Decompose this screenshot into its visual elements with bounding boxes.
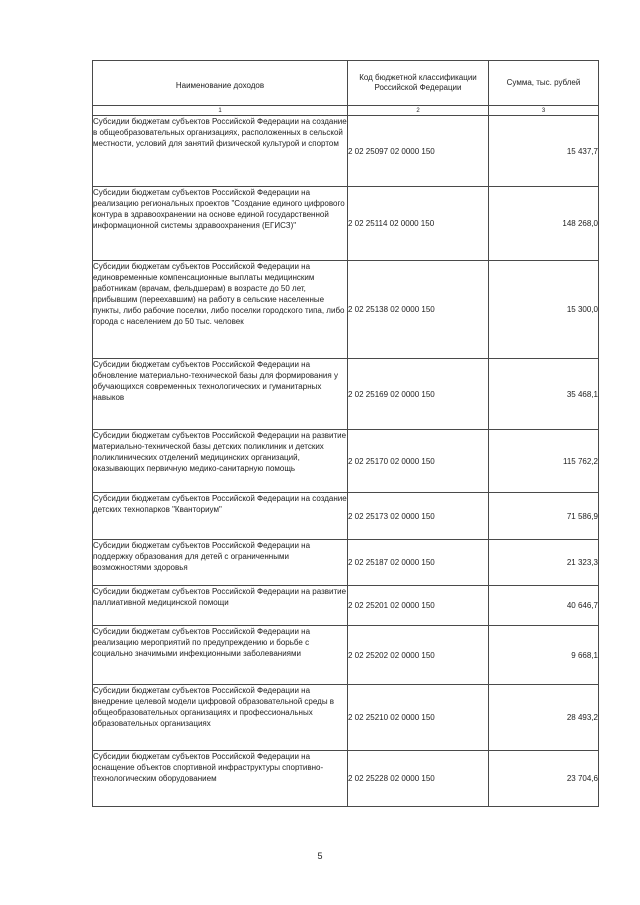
table-row (93, 359, 599, 430)
amount-cell: 21 323,3 (489, 540, 599, 586)
amount-cell: 71 586,9 (489, 493, 599, 540)
budget-code-cell: 2 02 25173 02 0000 150 (348, 493, 489, 540)
column-header-amount: Сумма, тыс. рублей (489, 61, 599, 106)
budget-code-cell: 2 02 25114 02 0000 150 (348, 187, 489, 261)
amount-cell: 40 646,7 (489, 586, 599, 626)
income-name-cell: Субсидии бюджетам субъектов Российской Федерации на оснащение объектов спортивной инфраструктуры спортивно-технологическим оборудованием (93, 751, 348, 807)
amount-cell: 28 493,2 (489, 685, 599, 751)
budget-code-cell: 2 02 25169 02 0000 150 (348, 359, 489, 430)
table-header-row (93, 61, 599, 106)
income-name-cell: Субсидии бюджетам субъектов Российской Федерации на внедрение целевой модели цифровой образовательной среды в общеобразовательных организациях и профессиональных образовательных организациях (93, 685, 348, 751)
table-row (93, 187, 599, 261)
amount-cell: 35 468,1 (489, 359, 599, 430)
amount-cell: 148 268,0 (489, 187, 599, 261)
budget-code-cell: 2 02 25170 02 0000 150 (348, 430, 489, 493)
table-row (93, 626, 599, 685)
income-name-cell: Субсидии бюджетам субъектов Российской Федерации на развитие материально-технической базы детских поликлиник и детских поликлинических отделений медицинских организаций, оказывающих первичную медико-санитарную помощь (93, 430, 348, 493)
table-row (93, 685, 599, 751)
table-row (93, 430, 599, 493)
budget-code-cell: 2 02 25138 02 0000 150 (348, 261, 489, 359)
amount-cell: 9 668,1 (489, 626, 599, 685)
income-name-cell: Субсидии бюджетам субъектов Российской Федерации на реализацию мероприятий по предупреждению и борьбе с социально значимыми инфекционными заболеваниями (93, 626, 348, 685)
budget-code-cell: 2 02 25097 02 0000 150 (348, 116, 489, 187)
budget-code-cell: 2 02 25202 02 0000 150 (348, 626, 489, 685)
income-name-cell: Субсидии бюджетам субъектов Российской Федерации на единовременные компенсационные выплаты медицинским работникам (врачам, фельдшерам) в возрасте до 50 лет, прибывшим (переехавшим) на работу в сельские населенные пункты, либо рабочие поселки, либо поселки городского типа, либо города с населением до 50 тыс. человек (93, 261, 348, 359)
budget-code-cell: 2 02 25210 02 0000 150 (348, 685, 489, 751)
income-table (92, 60, 599, 807)
amount-cell: 15 300,0 (489, 261, 599, 359)
column-number-row (93, 106, 599, 116)
table-row (93, 261, 599, 359)
income-name-cell: Субсидии бюджетам субъектов Российской Федерации на обновление материально-технической базы для формирования у обучающихся современных технологических и гуманитарных навыков (93, 359, 348, 430)
column-header-code: Код бюджетной классификации Российской Федерации (348, 61, 489, 106)
page-number: 5 (317, 851, 323, 861)
amount-cell: 115 762,2 (489, 430, 599, 493)
amount-cell: 23 704,6 (489, 751, 599, 807)
column-number-3: 3 (489, 106, 599, 116)
amount-cell: 15 437,7 (489, 116, 599, 187)
income-name-cell: Субсидии бюджетам субъектов Российской Федерации на поддержку образования для детей с ограниченными возможностями здоровья (93, 540, 348, 586)
column-number-2: 2 (348, 106, 489, 116)
budget-code-cell: 2 02 25228 02 0000 150 (348, 751, 489, 807)
table-row (93, 540, 599, 586)
table-row (93, 586, 599, 626)
income-name-cell: Субсидии бюджетам субъектов Российской Федерации на развитие паллиативной медицинской помощи (93, 586, 348, 626)
income-name-cell: Субсидии бюджетам субъектов Российской Федерации на создание в общеобразовательных организациях, расположенных в сельской местности, условий для занятий физической культурой и спортом (93, 116, 348, 187)
budget-code-cell: 2 02 25187 02 0000 150 (348, 540, 489, 586)
column-header-name: Наименование доходов (93, 61, 348, 106)
income-name-cell: Субсидии бюджетам субъектов Российской Федерации на реализацию региональных проектов "Создание единого цифрового контура в здравоохранении на основе единой государственной информационной системы здравоохранения (ЕГИСЗ)" (93, 187, 348, 261)
income-name-cell: Субсидии бюджетам субъектов Российской Федерации на создание детских технопарков "Кванториум" (93, 493, 348, 540)
table-row (93, 751, 599, 807)
table-row (93, 116, 599, 187)
budget-code-cell: 2 02 25201 02 0000 150 (348, 586, 489, 626)
column-number-1: 1 (93, 106, 348, 116)
table-row (93, 493, 599, 540)
